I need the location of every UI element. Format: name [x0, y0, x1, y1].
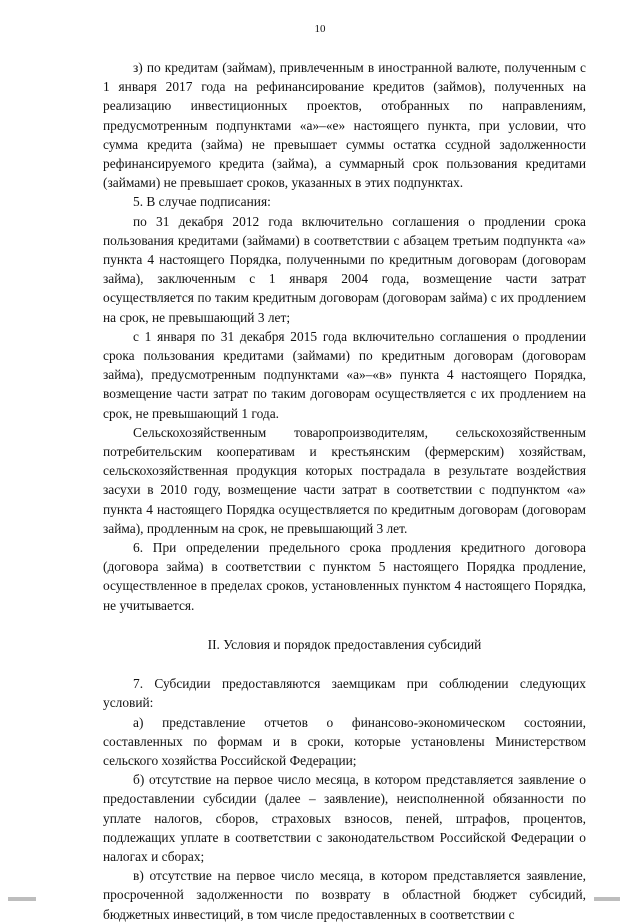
scan-footer-mark-right	[594, 897, 620, 901]
paragraph-item-5-2012: по 31 декабря 2012 года включительно соглашения о продлении срока пользования кредитами (займами) в соответствии с абзацем третьим подпункта «а» пункта 4 настоящего Порядка, полученными по кредитным договорам (договорам займа), заключенным с 1 января 2004 года, возмещение части затрат осуществляется по таким кредитным договорам (договорам займа) с их продлением на срок, не превышающий 3 лет;	[103, 213, 586, 325]
page-number: 10	[314, 23, 326, 35]
paragraph-item-7-b: б) отсутствие на первое число месяца, в котором представляется заявление о предоставлении субсидии (далее – заявление), неисполненной обязанности по уплате налогов, сборов, страховых взносов, пеней, штрафов, процентов, подлежащих уплате в соответствии с законодательством Российской Федерации о налогах и сборах;	[103, 772, 586, 864]
document-body	[103, 58, 586, 924]
paragraph-item-7-v: в) отсутствие на первое число месяца, в котором представляется заявление, просроченной задолженности по возврату в областной бюджет субсидий, бюджетных инвестиций, в том числе предоставленных в соответствии с	[103, 868, 586, 922]
paragraph-item-7: 7. Субсидии предоставляются заемщикам при соблюдении следующих условий:	[103, 676, 586, 711]
section-heading: II. Условия и порядок предоставления субсидий	[207, 636, 482, 652]
paragraph-item-7-a: а) представление отчетов о финансово-экономическом состоянии, составленных по формам и в сроки, которые установлены Министерством сельского хозяйства Российской Федерации;	[103, 714, 586, 768]
paragraph-item-5-2015: с 1 января по 31 декабря 2015 года включительно соглашения о продлении срока пользования кредитами (займами) по кредитным договорам (договорам займа), предусмотренным подпунктами «а»–«в» пункта 4 настоящего Порядка, возмещение части затрат по таким договорам осуществляется с их продлением на срок, не превышающий 1 года.	[103, 328, 586, 421]
paragraph-item-6: 6. При определении предельного срока продления кредитного договора (договора займа) в соответствии с пунктом 5 настоящего Порядка продление, осуществленное в пределах сроков, установленных пунктом 4 настоящего Порядка, не учитывается.	[103, 540, 586, 613]
paragraph-3-z: з) по кредитам (займам), привлеченным в иностранной валюте, полученным с 1 января 2017 года на рефинансирование кредитов (займов), полученных на реализацию инвестиционных проектов, отобранных по направлениям, предусмотренным подпунктами «а»–«е» настоящего пункта, при условии, что сумма кредита (займа) не превышает суммы остатка ссудной задолженности рефинансируемого кредита (займа), а суммарный срок пользования кредитами (займами) не превышает сроков, указанных в этих подпунктах.	[103, 60, 586, 191]
paragraph-drought-2010: Сельскохозяйственным товаропроизводителям, сельскохозяйственным потребительским кооперативам и крестьянским (фермерским) хозяйствам, сельскохозяйственная продукция которых пострадала в результате воздействия засухи в 2010 году, возмещение части затрат в соответствии с подпунктом «а» пункта 4 настоящего Порядка осуществляется по кредитным договорам (договорам займа), продленным на срок, не превышающий 3 лет.	[103, 424, 586, 536]
paragraph-item-5: 5. В случае подписания:	[133, 194, 271, 210]
scan-footer-mark-left	[8, 897, 36, 901]
